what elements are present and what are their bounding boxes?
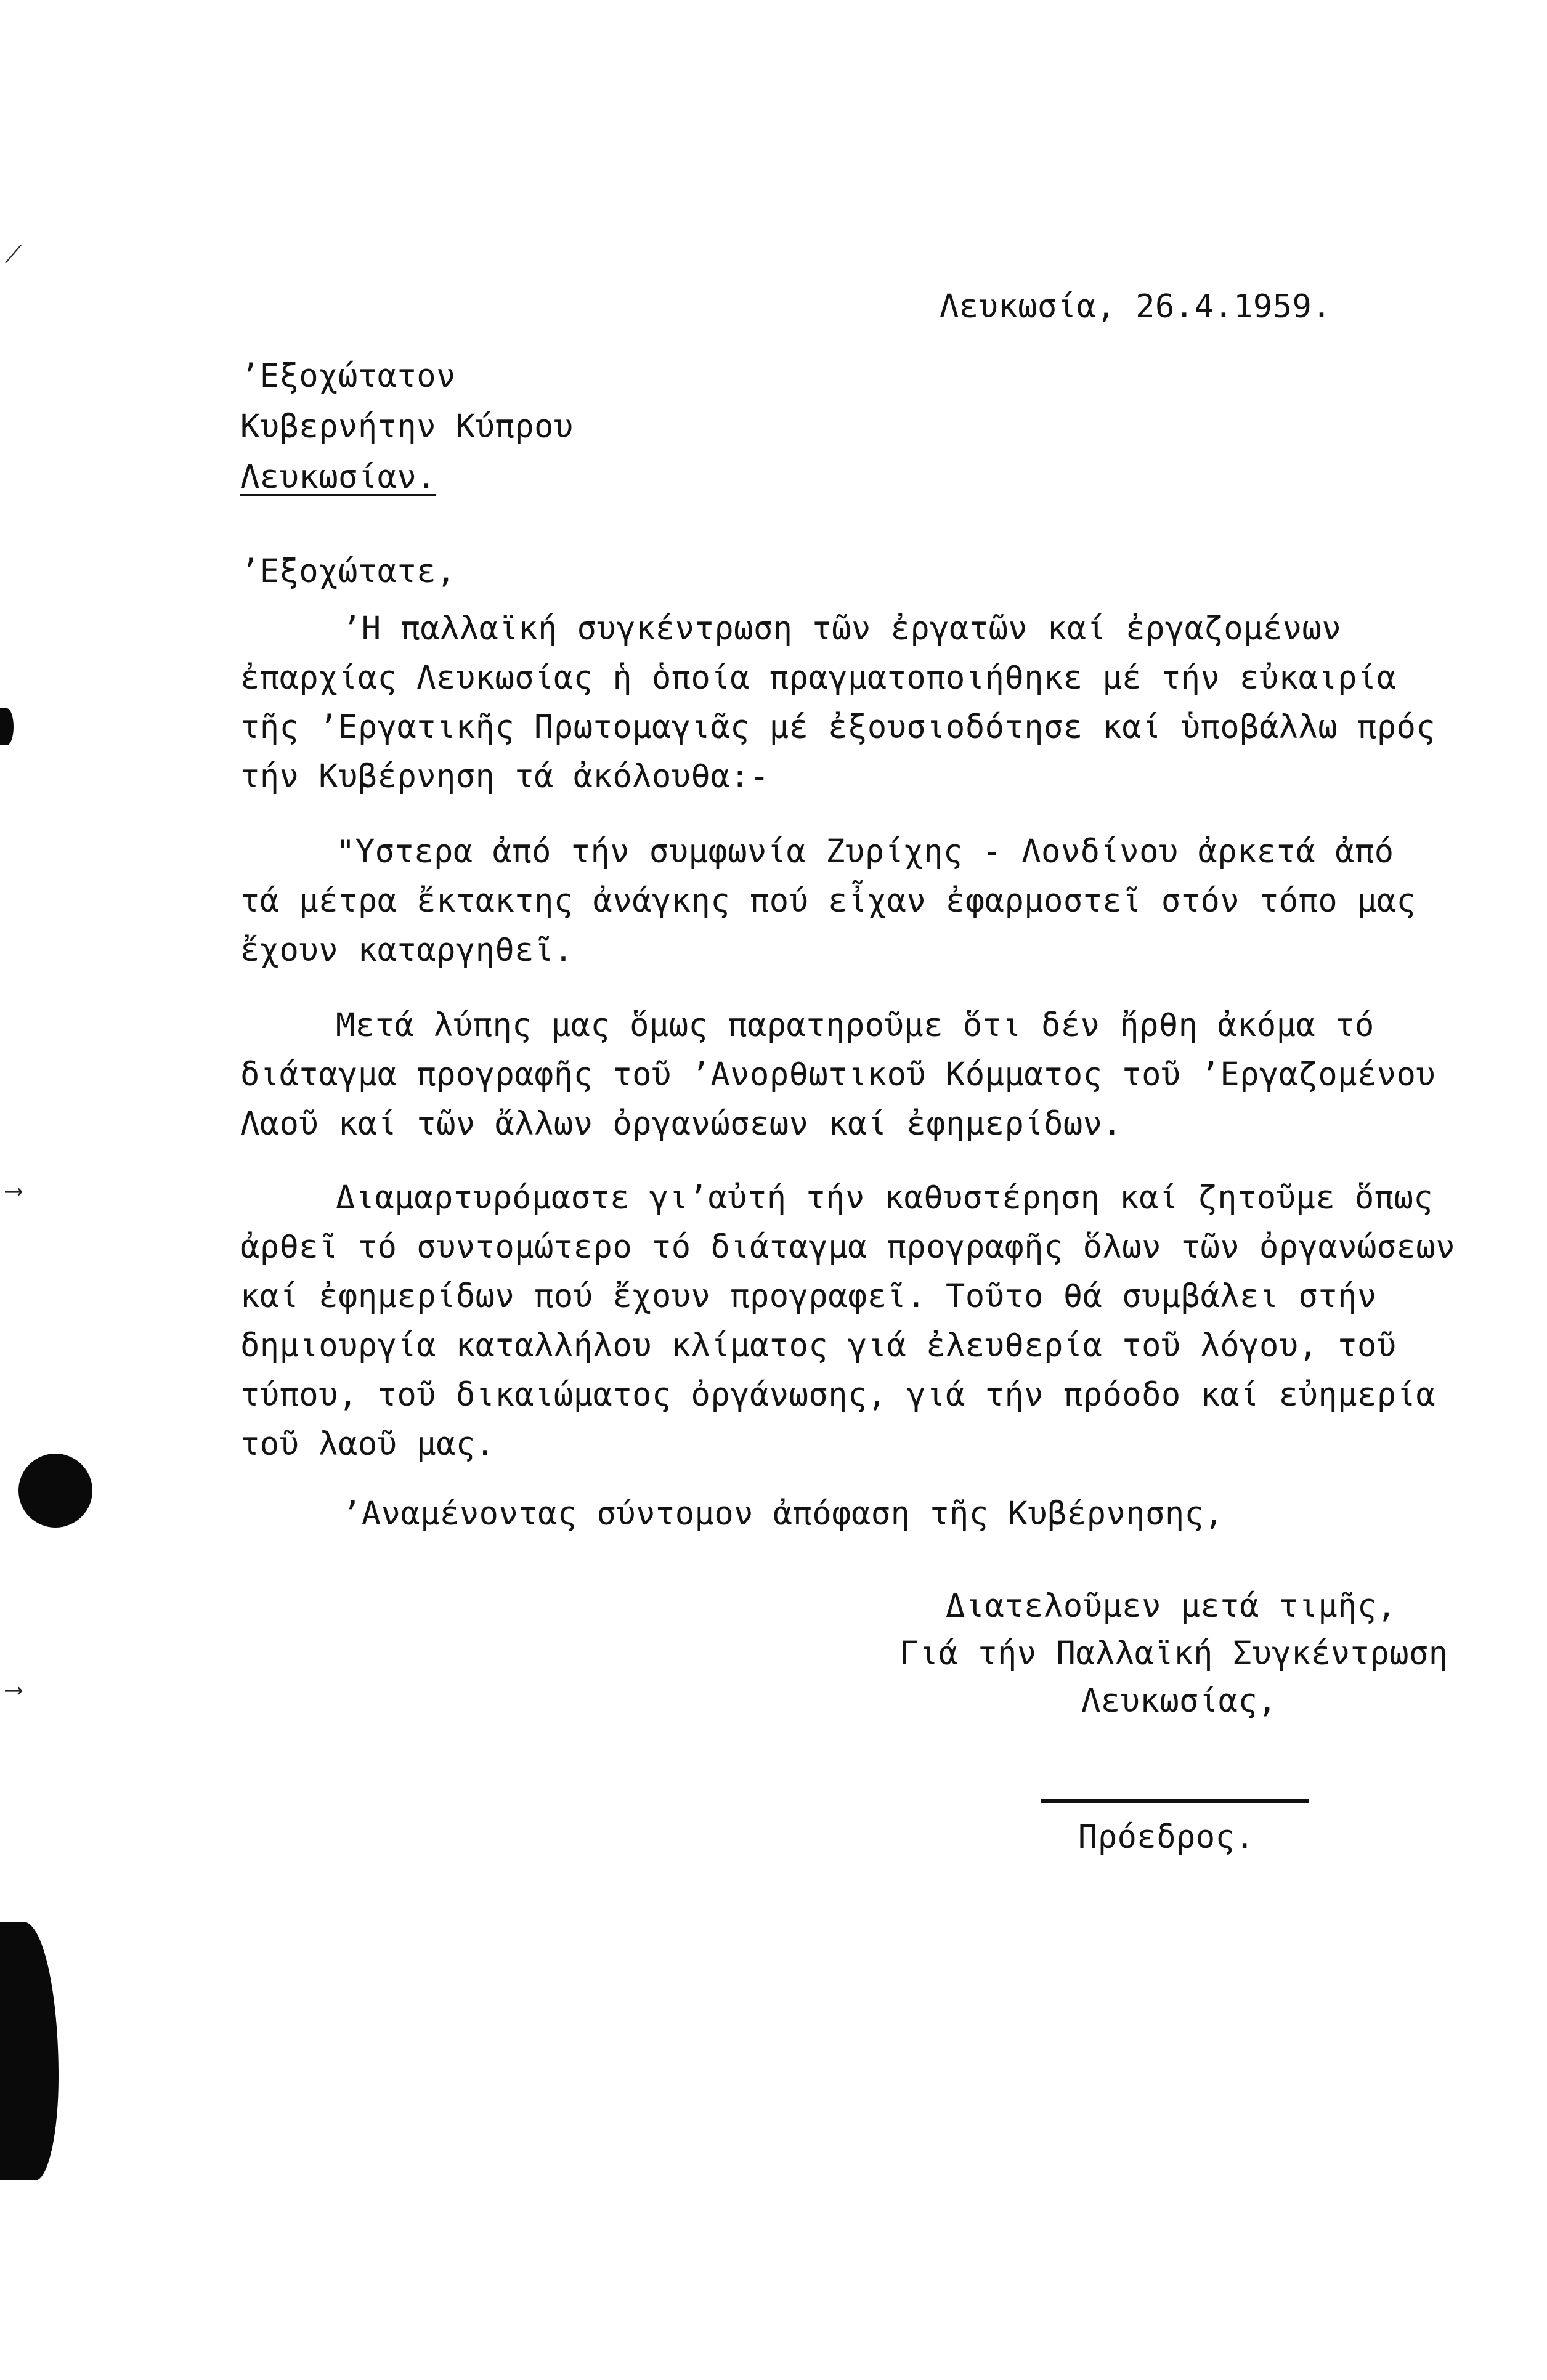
torn-edge-shadow: [0, 1922, 59, 2180]
body-line: τήν Κυβέρνηση τά ἀκόλουθα:-: [240, 758, 769, 795]
body-line: τοῦ λαοῦ μας.: [240, 1426, 495, 1463]
addressee-city: Λευκωσίαν.: [240, 459, 437, 496]
letter-date: Λευκωσία, 26.4.1959.: [940, 288, 1332, 325]
body-line: ἔχουν καταργηθεῖ.: [240, 932, 574, 969]
body-line: ἐπαρχίας Λευκωσίας ἡ ὁποία πραγματοποιήθηκε μέ τήν εὐκαιρία: [240, 660, 1397, 697]
body-line: τά μέτρα ἔκτακτης ἀνάγκης πού εἶχαν ἐφαρμοστεῖ στόν τόπο μας: [240, 883, 1416, 920]
body-line: δημιουργία καταλλήλου κλίματος γιά ἐλευθερία τοῦ λόγου, τοῦ: [240, 1327, 1397, 1364]
body-line: Μετά λύπης μας ὅμως παρατηροῦμε ὅτι δέν ἤρθη ἀκόμα τό: [336, 1007, 1374, 1044]
body-line: ἀρθεῖ τό συντομώτερο τό διάταγμα προγραφῆς ὅλων τῶν ὀργανώσεων: [240, 1229, 1456, 1266]
body-line: Λαοῦ καί τῶν ἄλλων ὀργανώσεων καί ἐφημερίδων.: [240, 1106, 1123, 1143]
signature-line: [1041, 1799, 1309, 1803]
signature-title: Πρόεδρος.: [1078, 1819, 1255, 1856]
body-line: τύπου, τοῦ δικαιώματος ὀργάνωσης, γιά τήν πρόοδο καί εὐημερία: [240, 1377, 1436, 1414]
body-line: τῆς ’Εργατικῆς Πρωτομαγιᾶς μέ ἐξουσιοδότησε καί ὑποβάλλω πρός: [240, 709, 1436, 746]
closing-line: Λευκωσίας,: [1081, 1683, 1278, 1720]
margin-mark: ⟋: [5, 240, 22, 269]
body-line: καί ἐφημερίδων πού ἔχουν προγραφεῖ. Τοῦτο θά συμβάλει στήν: [240, 1278, 1377, 1315]
body-line: Διαμαρτυρόμαστε γι’αὐτή τήν καθυστέρηση καί ζητοῦμε ὅπως: [336, 1180, 1434, 1216]
punch-hole-mark: [18, 1454, 92, 1528]
closing-line: Διατελοῦμεν μετά τιμῆς,: [946, 1588, 1397, 1625]
addressee-line: ’Εξοχώτατον: [240, 358, 456, 395]
margin-mark: ⟶: [6, 1675, 22, 1704]
addressee-line: Κυβερνήτην Κύπρου: [240, 408, 574, 445]
margin-mark: ⟶: [6, 1176, 22, 1205]
body-line: "Υστερα ἀπό τήν συμφωνία Ζυρίχης - Λονδίνου ἀρκετά ἀπό: [336, 833, 1394, 870]
closing-line: Γιά τήν Παλλαϊκή Συγκέντρωση: [899, 1635, 1448, 1672]
body-line: ’Αναμένοντας σύντομον ἀπόφαση τῆς Κυβέρνησης,: [342, 1496, 1224, 1532]
body-line: διάταγμα προγραφῆς τοῦ ’Ανορθωτικοῦ Κόμματος τοῦ ’Εργαζομένου: [240, 1056, 1436, 1093]
edge-mark-top: [0, 708, 14, 745]
body-line: ’Η παλλαϊκή συγκέντρωση τῶν ἐργατῶν καί ἐργαζομένων: [342, 610, 1342, 647]
salutation: ’Εξοχώτατε,: [240, 553, 456, 590]
